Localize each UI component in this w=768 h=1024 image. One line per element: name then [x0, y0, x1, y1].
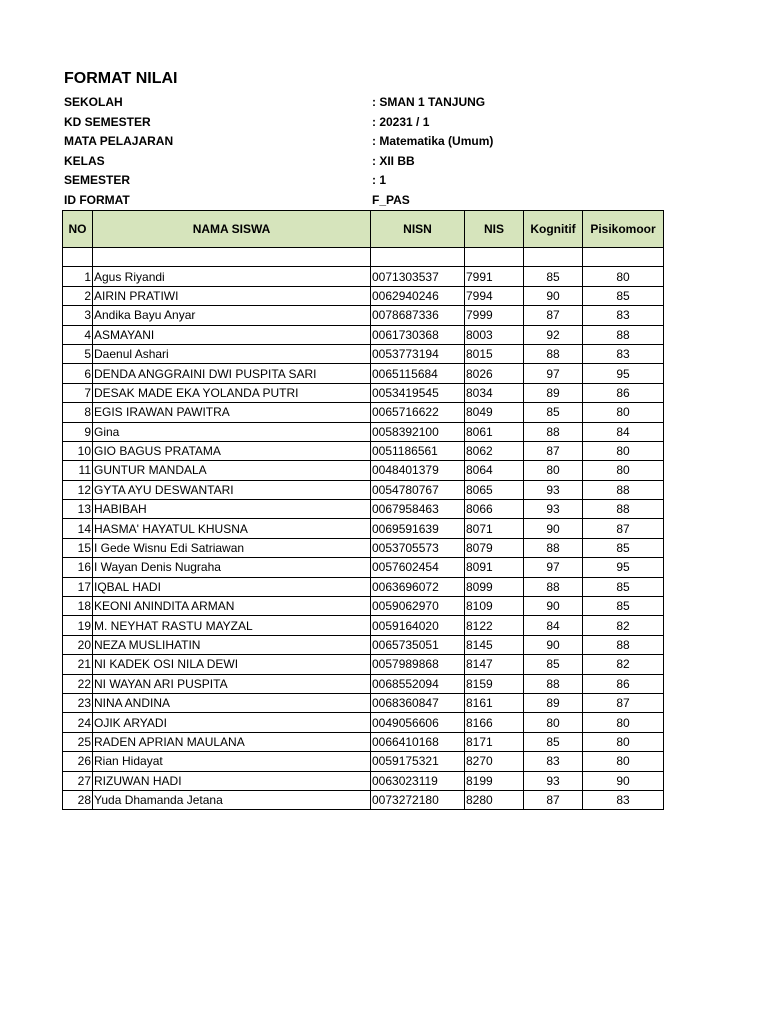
cell-no[interactable]: 25 — [63, 732, 93, 751]
cell-kognitif[interactable]: 88 — [524, 344, 583, 363]
cell-nisn[interactable]: 0061730368 — [371, 325, 465, 344]
header-kognitif[interactable]: Kognitif — [524, 211, 583, 248]
cell-psikomotor[interactable]: 87 — [583, 519, 664, 538]
cell-nisn[interactable]: 0067958463 — [371, 500, 465, 519]
cell-nisn[interactable]: 0059175321 — [371, 752, 465, 771]
cell-no[interactable]: 12 — [63, 480, 93, 499]
cell-nisn[interactable]: 0078687336 — [371, 306, 465, 325]
cell-psikomotor[interactable]: 80 — [583, 267, 664, 286]
cell-name[interactable]: M. NEYHAT RASTU MAYZAL — [93, 616, 371, 635]
table-row — [63, 771, 664, 790]
cell-nis[interactable]: 8034 — [465, 383, 524, 402]
cell-no[interactable]: 17 — [63, 577, 93, 596]
meta-value: : Matematika (Umum) — [372, 134, 494, 148]
table-row — [63, 558, 664, 577]
cell-name[interactable]: Rian Hidayat — [93, 752, 371, 771]
meta-value: : 1 — [372, 173, 387, 187]
table-row — [63, 364, 664, 383]
cell-psikomotor[interactable]: 83 — [583, 790, 664, 809]
cell-nisn[interactable]: 0059062970 — [371, 597, 465, 616]
table-row — [63, 538, 664, 557]
header-nisn[interactable]: NISN — [371, 211, 465, 248]
table-row — [63, 655, 664, 674]
cell-psikomotor[interactable]: 86 — [583, 674, 664, 693]
cell-nisn[interactable]: 0051186561 — [371, 441, 465, 460]
table-row — [63, 480, 664, 499]
cell-kognitif[interactable]: 88 — [524, 422, 583, 441]
cell-nis[interactable]: 8079 — [465, 538, 524, 557]
cell-name[interactable]: Agus Riyandi — [93, 267, 371, 286]
cell-kognitif[interactable]: 88 — [524, 577, 583, 596]
table-row — [63, 325, 664, 344]
cell-name[interactable]: RADEN APRIAN MAULANA — [93, 732, 371, 751]
cell-nisn[interactable]: 0073272180 — [371, 790, 465, 809]
cell-name[interactable]: Gina — [93, 422, 371, 441]
cell-no[interactable]: 23 — [63, 693, 93, 712]
cell-kognitif[interactable]: 90 — [524, 635, 583, 654]
table-row — [63, 597, 664, 616]
meta-label: SEMESTER — [64, 173, 131, 187]
cell-psikomotor[interactable]: 85 — [583, 538, 664, 557]
cell-psikomotor[interactable]: 88 — [583, 500, 664, 519]
cell-kognitif[interactable]: 89 — [524, 693, 583, 712]
cell-nisn[interactable]: 0063023119 — [371, 771, 465, 790]
meta-label: SEKOLAH — [64, 95, 123, 109]
cell-no[interactable]: 22 — [63, 674, 93, 693]
cell-nis[interactable]: 8071 — [465, 519, 524, 538]
cell-kognitif[interactable]: 93 — [524, 480, 583, 499]
cell-nisn[interactable]: 0068360847 — [371, 693, 465, 712]
table-row — [63, 674, 664, 693]
cell-nis[interactable]: 8159 — [465, 674, 524, 693]
cell-nis[interactable]: 8122 — [465, 616, 524, 635]
cell-psikomotor[interactable]: 95 — [583, 364, 664, 383]
cell-kognitif[interactable]: 97 — [524, 364, 583, 383]
cell-kognitif[interactable]: 92 — [524, 325, 583, 344]
cell-kognitif[interactable]: 87 — [524, 790, 583, 809]
form-title: FORMAT NILAI — [64, 70, 178, 87]
header-name[interactable]: NAMA SISWA — [93, 211, 371, 248]
cell-kognitif[interactable]: 93 — [524, 771, 583, 790]
cell-nisn[interactable]: 0065716622 — [371, 403, 465, 422]
cell-nisn[interactable]: 0054780767 — [371, 480, 465, 499]
cell-kognitif[interactable]: 87 — [524, 441, 583, 460]
cell-nis[interactable]: 8166 — [465, 713, 524, 732]
table-row — [63, 461, 664, 480]
cell-nisn[interactable]: 0057602454 — [371, 558, 465, 577]
cell-nis[interactable]: 8280 — [465, 790, 524, 809]
cell-nisn[interactable]: 0057989868 — [371, 655, 465, 674]
cell-nisn[interactable]: 0065115684 — [371, 364, 465, 383]
table-row — [63, 403, 664, 422]
cell-kognitif[interactable]: 90 — [524, 519, 583, 538]
cell-nis[interactable]: 8015 — [465, 344, 524, 363]
cell-no[interactable]: 28 — [63, 790, 93, 809]
cell-name[interactable]: KEONI ANINDITA ARMAN — [93, 597, 371, 616]
cell-no[interactable]: 26 — [63, 752, 93, 771]
cell-nisn[interactable]: 0065735051 — [371, 635, 465, 654]
cell-no[interactable]: 7 — [63, 383, 93, 402]
cell-nisn[interactable]: 0058392100 — [371, 422, 465, 441]
cell-psikomotor[interactable]: 86 — [583, 383, 664, 402]
cell-name[interactable]: I Wayan Denis Nugraha — [93, 558, 371, 577]
table-row — [63, 693, 664, 712]
cell-nisn[interactable]: 0053705573 — [371, 538, 465, 557]
cell-nisn[interactable]: 0069591639 — [371, 519, 465, 538]
cell-no[interactable]: 18 — [63, 597, 93, 616]
cell-nis[interactable]: 8270 — [465, 752, 524, 771]
cell-name[interactable]: Andika Bayu Anyar — [93, 306, 371, 325]
cell-no[interactable]: 21 — [63, 655, 93, 674]
cell-name[interactable]: IQBAL HADI — [93, 577, 371, 596]
cell-psikomotor[interactable]: 83 — [583, 306, 664, 325]
header-psikomotor[interactable]: Pisikomoor — [583, 211, 664, 248]
cell-nisn[interactable]: 0066410168 — [371, 732, 465, 751]
cell-nis[interactable]: 8161 — [465, 693, 524, 712]
cell-name[interactable]: NI KADEK OSI NILA DEWI — [93, 655, 371, 674]
cell-no[interactable]: 16 — [63, 558, 93, 577]
table-row — [63, 732, 664, 751]
table-row — [63, 422, 664, 441]
cell-name[interactable]: Yuda Dhamanda Jetana — [93, 790, 371, 809]
cell-no[interactable]: 9 — [63, 422, 93, 441]
cell-kognitif[interactable]: 80 — [524, 461, 583, 480]
cell-nis[interactable]: 8026 — [465, 364, 524, 383]
cell-nisn[interactable]: 0068552094 — [371, 674, 465, 693]
cell-no[interactable]: 20 — [63, 635, 93, 654]
cell-psikomotor[interactable]: 85 — [583, 597, 664, 616]
cell-name[interactable]: I Gede Wisnu Edi Satriawan — [93, 538, 371, 557]
cell-psikomotor[interactable]: 88 — [583, 480, 664, 499]
cell-psikomotor[interactable]: 85 — [583, 577, 664, 596]
meta-label: KELAS — [64, 153, 105, 168]
cell-name[interactable]: RIZUWAN HADI — [93, 771, 371, 790]
cell-nis[interactable]: 8171 — [465, 732, 524, 751]
cell-psikomotor[interactable]: 88 — [583, 325, 664, 344]
cell-no[interactable]: 1 — [63, 267, 93, 286]
cell-psikomotor[interactable]: 80 — [583, 441, 664, 460]
cell-nis[interactable]: 8003 — [465, 325, 524, 344]
cell-no[interactable]: 4 — [63, 325, 93, 344]
cell-nisn[interactable]: 0053773194 — [371, 344, 465, 363]
cell-kognitif[interactable]: 97 — [524, 558, 583, 577]
table-row — [63, 635, 664, 654]
meta-value: F_PAS — [372, 192, 410, 207]
meta-value: : 20231 / 1 — [372, 114, 430, 129]
cell-name[interactable]: NINA ANDINA — [93, 693, 371, 712]
cell-nis[interactable]: 8064 — [465, 461, 524, 480]
cell-psikomotor[interactable]: 84 — [583, 422, 664, 441]
cell-no[interactable]: 27 — [63, 771, 93, 790]
cell-nisn[interactable]: 0071303537 — [371, 267, 465, 286]
cell-no[interactable]: 13 — [63, 500, 93, 519]
cell-name[interactable]: OJIK ARYADI — [93, 713, 371, 732]
cell-psikomotor[interactable]: 87 — [583, 693, 664, 712]
cell-nis[interactable]: 8109 — [465, 597, 524, 616]
cell-psikomotor[interactable]: 80 — [583, 732, 664, 751]
table-row — [63, 752, 664, 771]
cell-name[interactable]: DENDA ANGGRAINI DWI PUSPITA SARI — [93, 364, 371, 383]
cell-kognitif[interactable]: 83 — [524, 752, 583, 771]
cell-name[interactable]: Daenul Ashari — [93, 344, 371, 363]
cell-no[interactable]: 2 — [63, 286, 93, 305]
cell-kognitif[interactable]: 85 — [524, 267, 583, 286]
cell-no[interactable]: 6 — [63, 364, 93, 383]
cell-nis[interactable]: 8145 — [465, 635, 524, 654]
header-no[interactable]: NO — [63, 211, 93, 248]
cell-psikomotor[interactable]: 80 — [583, 713, 664, 732]
cell-no[interactable]: 19 — [63, 616, 93, 635]
cell-no[interactable]: 3 — [63, 306, 93, 325]
cell-nis[interactable]: 7999 — [465, 306, 524, 325]
cell-nis[interactable]: 8147 — [465, 655, 524, 674]
table-row — [63, 344, 664, 363]
cell-psikomotor[interactable]: 82 — [583, 655, 664, 674]
cell-psikomotor[interactable]: 80 — [583, 752, 664, 771]
cell-no[interactable]: 5 — [63, 344, 93, 363]
cell-nisn[interactable]: 0049056606 — [371, 713, 465, 732]
cell-nis[interactable]: 7991 — [465, 267, 524, 286]
cell-psikomotor[interactable]: 80 — [583, 403, 664, 422]
header-nis[interactable]: NIS — [465, 211, 524, 248]
cell-name[interactable]: GIO BAGUS PRATAMA — [93, 441, 371, 460]
table-row — [63, 577, 664, 596]
cell-kognitif[interactable]: 90 — [524, 286, 583, 305]
cell-kognitif[interactable]: 89 — [524, 383, 583, 402]
cell-nisn[interactable]: 0063696072 — [371, 577, 465, 596]
meta-value: : XII BB — [372, 153, 415, 168]
cell-psikomotor[interactable]: 88 — [583, 635, 664, 654]
cell-psikomotor[interactable]: 83 — [583, 344, 664, 363]
cell-no[interactable]: 10 — [63, 441, 93, 460]
cell-kognitif[interactable]: 88 — [524, 538, 583, 557]
table-row — [63, 286, 664, 305]
cell-psikomotor[interactable]: 82 — [583, 616, 664, 635]
cell-nis[interactable]: 7994 — [465, 286, 524, 305]
meta-label: ID FORMAT — [64, 192, 130, 207]
cell-kognitif[interactable]: 80 — [524, 713, 583, 732]
cell-name[interactable]: EGIS IRAWAN PAWITRA — [93, 403, 371, 422]
meta-label: MATA PELAJARAN — [64, 134, 174, 148]
cell-nisn[interactable]: 0062940246 — [371, 286, 465, 305]
cell-name[interactable]: DESAK MADE EKA YOLANDA PUTRI — [93, 383, 371, 402]
table-header-row — [63, 211, 664, 248]
table-row — [63, 616, 664, 635]
cell-nis[interactable]: 8199 — [465, 771, 524, 790]
cell-psikomotor[interactable]: 85 — [583, 286, 664, 305]
cell-no[interactable]: 14 — [63, 519, 93, 538]
cell-kognitif[interactable]: 84 — [524, 616, 583, 635]
cell-nis[interactable]: 8061 — [465, 422, 524, 441]
meta-value: : SMAN 1 TANJUNG — [372, 95, 486, 109]
cell-name[interactable]: GYTA AYU DESWANTARI — [93, 480, 371, 499]
cell-no[interactable]: 15 — [63, 538, 93, 557]
cell-nisn[interactable]: 0059164020 — [371, 616, 465, 635]
cell-name[interactable]: HABIBAH — [93, 500, 371, 519]
cell-kognitif[interactable]: 90 — [524, 597, 583, 616]
cell-name[interactable]: GUNTUR MANDALA — [93, 461, 371, 480]
meta-label: KD SEMESTER — [64, 114, 151, 129]
table-row — [63, 383, 664, 402]
cell-kognitif[interactable]: 87 — [524, 306, 583, 325]
table-row — [63, 713, 664, 732]
table-spacer-row — [63, 248, 664, 267]
cell-kognitif[interactable]: 85 — [524, 655, 583, 674]
cell-name[interactable]: NI WAYAN ARI PUSPITA — [93, 674, 371, 693]
table-row — [63, 790, 664, 809]
cell-nisn[interactable]: 0053419545 — [371, 383, 465, 402]
table-row — [63, 441, 664, 460]
cell-kognitif[interactable]: 85 — [524, 732, 583, 751]
table-row — [63, 519, 664, 538]
cell-nis[interactable]: 8099 — [465, 577, 524, 596]
table-row — [63, 306, 664, 325]
cell-name[interactable]: NEZA MUSLIHATIN — [93, 635, 371, 654]
cell-name[interactable]: AIRIN PRATIWI — [93, 286, 371, 305]
cell-no[interactable]: 24 — [63, 713, 93, 732]
cell-nis[interactable]: 8065 — [465, 480, 524, 499]
cell-nis[interactable]: 8066 — [465, 500, 524, 519]
cell-kognitif[interactable]: 88 — [524, 674, 583, 693]
cell-kognitif[interactable]: 93 — [524, 500, 583, 519]
cell-nis[interactable]: 8049 — [465, 403, 524, 422]
student-grade-table — [62, 210, 664, 810]
cell-psikomotor[interactable]: 90 — [583, 771, 664, 790]
cell-psikomotor[interactable]: 80 — [583, 461, 664, 480]
cell-nis[interactable]: 8062 — [465, 441, 524, 460]
table-row — [63, 267, 664, 286]
cell-no[interactable]: 11 — [63, 461, 93, 480]
cell-psikomotor[interactable]: 95 — [583, 558, 664, 577]
cell-kognitif[interactable]: 85 — [524, 403, 583, 422]
cell-no[interactable]: 8 — [63, 403, 93, 422]
cell-name[interactable]: HASMA' HAYATUL KHUSNA — [93, 519, 371, 538]
cell-nisn[interactable]: 0048401379 — [371, 461, 465, 480]
table-row — [63, 500, 664, 519]
cell-name[interactable]: ASMAYANI — [93, 325, 371, 344]
cell-nis[interactable]: 8091 — [465, 558, 524, 577]
